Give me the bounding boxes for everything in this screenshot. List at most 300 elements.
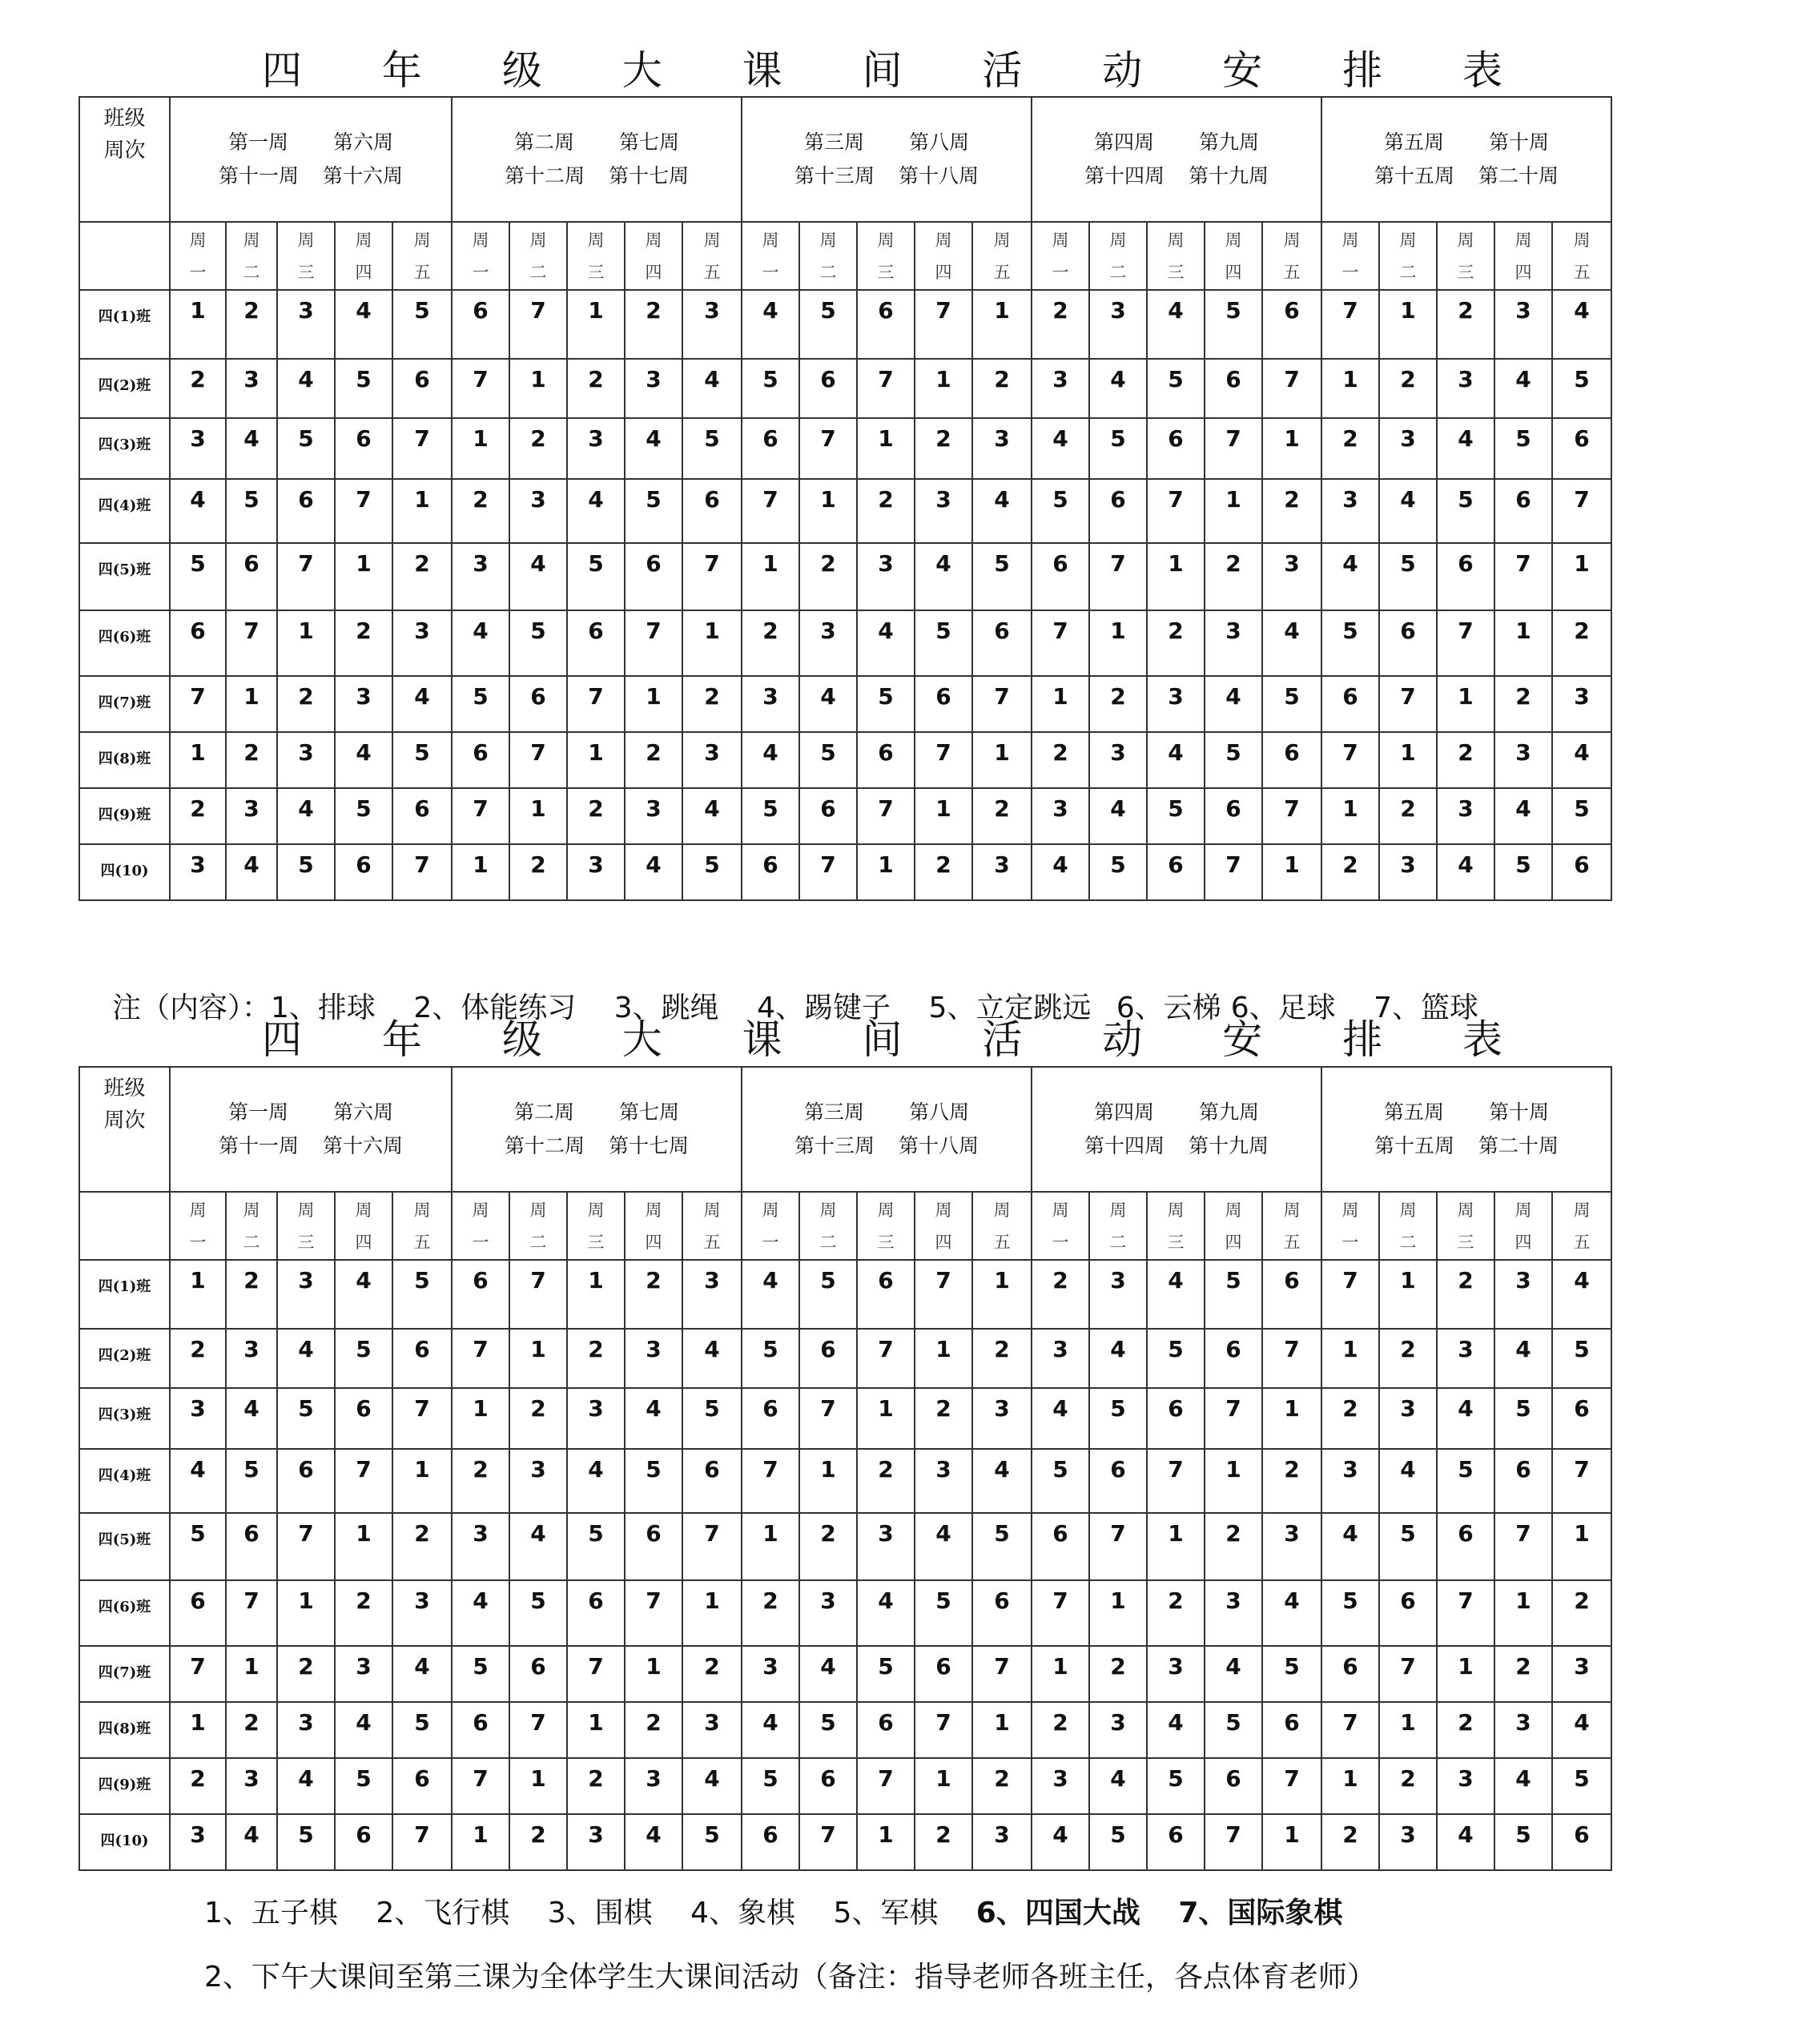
week-label: 第二十周 [1478,164,1559,187]
weekday-header [1205,1192,1262,1260]
weekday-top: 周 [297,1201,315,1220]
activity-cell: 4 [1379,1449,1437,1513]
activity-cell: 2 [1379,1758,1437,1814]
activity-cell: 6 [1262,732,1321,788]
activity-cell: 4 [170,479,226,543]
activity-cell: 5 [625,1449,682,1513]
activity-cell: 3 [682,1260,742,1329]
activity-cell: 4 [277,1758,335,1814]
activity-cell: 7 [1205,844,1262,900]
weekday-top: 周 [762,231,779,250]
activity-cell: 4 [1032,844,1089,900]
weekday-header [1552,1192,1611,1260]
weekday-bottom: 四 [935,263,952,282]
weekday-bottom: 二 [529,263,547,282]
activity-cell: 2 [226,1260,277,1329]
activity-cell: 2 [1032,732,1089,788]
activity-cell: 5 [1494,844,1552,900]
activity-cell: 5 [1147,788,1205,844]
activity-cell: 6 [1321,676,1379,732]
activity-cell: 3 [1379,1814,1437,1870]
activity-cell: 1 [972,1260,1032,1329]
activity-cell: 5 [1321,610,1379,676]
activity-cell: 5 [335,1758,392,1814]
activity-cell: 2 [972,359,1032,418]
activity-cell: 5 [799,732,857,788]
activity-cell: 7 [509,290,567,359]
activity-cell: 7 [1262,1758,1321,1814]
activity-cell: 7 [799,1814,857,1870]
weekday-header [1379,222,1437,290]
activity-cell: 3 [682,290,742,359]
weekday-header [682,222,742,290]
activity-cell: 3 [857,543,915,610]
weekday-top: 周 [1514,231,1532,250]
activity-cell: 2 [857,479,915,543]
activity-cell: 3 [1321,1449,1379,1513]
weekday-bottom: 一 [189,263,207,282]
activity-cell: 5 [625,479,682,543]
weekday-bottom: 四 [935,1233,952,1252]
weekday-top: 周 [355,1201,372,1220]
activity-cell: 6 [1032,543,1089,610]
week-label: 第八周 [909,1100,970,1124]
legend-item: 5、军棋 [833,1897,939,1929]
activity-cell: 7 [1437,1580,1494,1646]
activity-cell: 6 [1262,1702,1321,1758]
activity-cell: 1 [1321,359,1379,418]
activity-cell: 4 [682,359,742,418]
activity-cell: 7 [1437,610,1494,676]
weekday-bottom: 二 [529,1233,547,1252]
activity-cell: 1 [170,1260,226,1329]
activity-cell: 4 [1089,1329,1147,1388]
activity-cell: 5 [509,610,567,676]
activity-cell: 7 [625,1580,682,1646]
activity-cell: 3 [567,1388,625,1449]
activity-cell: 6 [799,359,857,418]
activity-cell: 5 [392,1260,452,1329]
weekday-bottom: 三 [297,263,315,282]
activity-cell: 6 [452,1260,509,1329]
week-label: 第四周 [1093,1100,1154,1124]
activity-cell: 4 [1147,1260,1205,1329]
weekday-header [1437,1192,1494,1260]
activity-cell: 5 [1205,732,1262,788]
activity-cell: 3 [799,1580,857,1646]
weekday-top: 周 [587,1201,605,1220]
activity-cell: 5 [392,732,452,788]
activity-cell: 4 [682,1329,742,1388]
class-label: 四(4)班 [79,479,170,543]
activity-cell: 5 [915,1580,972,1646]
activity-cell: 1 [226,1646,277,1702]
weekday-header [509,222,567,290]
legend-item: 6、云梯 [1116,992,1221,1024]
activity-cell: 7 [915,290,972,359]
activity-cell: 1 [392,1449,452,1513]
activity-cell: 6 [335,1388,392,1449]
weekday-bottom: 一 [1052,1233,1069,1252]
activity-cell: 7 [857,359,915,418]
activity-cell: 2 [625,732,682,788]
activity-cell: 2 [742,610,799,676]
chess-legend [204,1890,1342,1931]
activity-cell: 7 [1262,788,1321,844]
activity-cell: 3 [226,1758,277,1814]
table-row [79,788,1611,844]
activity-cell: 2 [277,676,335,732]
week-label: 第十八周 [899,1134,979,1157]
activity-cell: 3 [1379,1388,1437,1449]
activity-cell: 7 [799,844,857,900]
week-label: 第十周 [1489,131,1550,154]
activity-cell: 6 [1147,844,1205,900]
weekday-header [742,222,799,290]
activity-cell: 3 [226,359,277,418]
activity-cell: 5 [567,543,625,610]
activity-cell: 5 [682,844,742,900]
activity-cell: 5 [1552,788,1611,844]
table-row [79,479,1611,543]
activity-cell: 6 [509,676,567,732]
table-row [79,732,1611,788]
weekday-top: 周 [355,231,372,250]
activity-cell: 1 [277,1580,335,1646]
activity-cell: 7 [799,418,857,479]
activity-cell: 7 [392,844,452,900]
week-label: 第十七周 [609,1134,690,1157]
activity-cell: 6 [799,1758,857,1814]
weekday-top: 周 [1399,1201,1417,1220]
weekday-header [857,222,915,290]
weekday-header [1494,1192,1552,1260]
activity-cell: 7 [972,1646,1032,1702]
activity-cell: 2 [1262,1449,1321,1513]
weekday-header [277,222,335,290]
activity-cell: 3 [1089,290,1147,359]
activity-cell: 6 [335,418,392,479]
activity-cell: 4 [972,1449,1032,1513]
activity-cell: 1 [972,1702,1032,1758]
weekday-top: 周 [1341,1201,1359,1220]
activity-cell: 3 [915,1449,972,1513]
activity-cell: 2 [799,1513,857,1580]
weekday-bottom: 三 [1167,1233,1185,1252]
schedule-title-2: 四 年 级 大 课 间 活 动 安 排 表 [262,1016,1536,1063]
activity-cell: 2 [915,418,972,479]
activity-cell: 4 [1379,479,1437,543]
activity-cell: 6 [1552,1814,1611,1870]
weekday-header [915,1192,972,1260]
class-label: 四(2)班 [79,1329,170,1388]
schedule-title-1: 四 年 级 大 课 间 活 动 安 排 表 [262,47,1536,94]
activity-cell: 2 [277,1646,335,1702]
activity-cell: 7 [1205,1814,1262,1870]
activity-cell: 2 [1032,1702,1089,1758]
activity-cell: 6 [625,1513,682,1580]
activity-cell: 1 [1032,1646,1089,1702]
weekday-bottom: 五 [1283,1233,1301,1252]
activity-cell: 4 [1262,1580,1321,1646]
activity-cell: 3 [567,418,625,479]
activity-cell: 6 [1552,844,1611,900]
weekday-top: 周 [1573,231,1591,250]
activity-cell: 6 [742,418,799,479]
weekday-bottom: 四 [1514,263,1532,282]
weekday-top: 周 [1283,231,1301,250]
activity-cell: 1 [1262,1388,1321,1449]
activity-cell: 2 [226,732,277,788]
activity-cell: 5 [682,418,742,479]
activity-cell: 3 [1494,290,1552,359]
activity-cell: 5 [1089,844,1147,900]
activity-cell: 4 [226,1388,277,1449]
activity-cell: 1 [1379,1260,1437,1329]
activity-cell: 3 [625,1329,682,1388]
activity-cell: 4 [1262,610,1321,676]
activity-cell: 7 [1321,732,1379,788]
activity-cell: 6 [857,290,915,359]
activity-cell: 2 [1552,610,1611,676]
activity-cell: 3 [1437,788,1494,844]
activity-cell: 4 [567,1449,625,1513]
weekday-bottom: 四 [1514,1233,1532,1252]
activity-cell: 1 [857,844,915,900]
activity-cell: 3 [170,1814,226,1870]
activity-cell: 6 [742,1814,799,1870]
activity-cell: 7 [226,610,277,676]
activity-cell: 3 [452,1513,509,1580]
activity-cell: 7 [742,1449,799,1513]
weekday-top: 周 [762,1201,779,1220]
weekday-top: 周 [1341,231,1359,250]
activity-cell: 4 [1552,290,1611,359]
week-label: 第十周 [1489,1100,1550,1124]
activity-cell: 2 [1437,290,1494,359]
activity-cell: 1 [742,1513,799,1580]
activity-cell: 2 [682,676,742,732]
class-label: 四(10) [79,1814,170,1870]
remark-note: 2、下午大课间至第三课为全体学生大课间活动（备注：指导老师各班主任，各点体育老师） [204,1961,1376,1994]
activity-cell: 6 [1262,1260,1321,1329]
activity-cell: 6 [392,788,452,844]
week-label: 第十二周 [504,164,585,187]
week-group-header [170,1067,452,1192]
activity-cell: 5 [915,610,972,676]
activity-cell: 6 [682,479,742,543]
corner-week-label: 周次 [103,139,146,163]
table-row [79,1388,1611,1449]
weekday-top: 周 [587,231,605,250]
activity-cell: 5 [1032,1449,1089,1513]
legend-item: 7、篮球 [1374,992,1478,1024]
activity-cell: 2 [452,479,509,543]
activity-cell: 2 [1262,479,1321,543]
activity-cell: 4 [742,1260,799,1329]
activity-cell: 3 [1089,732,1147,788]
activity-cell: 4 [625,844,682,900]
weekday-header [742,1192,799,1260]
activity-cell: 6 [972,1580,1032,1646]
week-label: 第五周 [1383,1100,1444,1124]
activity-cell: 6 [857,1702,915,1758]
weekday-top: 周 [1225,231,1242,250]
activity-cell: 3 [682,1702,742,1758]
activity-cell: 4 [857,1580,915,1646]
weekday-bottom: 四 [355,1233,372,1252]
week-label: 第十三周 [794,1134,875,1157]
activity-cell: 1 [452,418,509,479]
activity-cell: 5 [1379,1513,1437,1580]
week-group-header [1321,97,1611,222]
week-label: 第六周 [333,1100,394,1124]
activity-cell: 4 [1552,1702,1611,1758]
activity-cell: 1 [335,543,392,610]
empty-cell [79,222,170,290]
activity-cell: 1 [1437,1646,1494,1702]
activity-cell: 6 [567,1580,625,1646]
weekday-header [1032,222,1089,290]
table-row [79,676,1611,732]
activity-cell: 1 [1321,788,1379,844]
weekday-bottom: 一 [762,263,779,282]
activity-cell: 2 [1321,418,1379,479]
activity-cell: 7 [392,418,452,479]
activity-cell: 2 [1379,359,1437,418]
activity-cell: 6 [972,610,1032,676]
activity-cell: 5 [335,1329,392,1388]
activity-cell: 4 [915,543,972,610]
table-row [79,1646,1611,1702]
weekday-header [1032,1192,1089,1260]
activity-cell: 7 [1147,479,1205,543]
activity-cell: 1 [509,359,567,418]
activity-cell: 7 [567,1646,625,1702]
activity-cell: 4 [1321,543,1379,610]
week-label: 第七周 [619,1100,680,1124]
weekday-bottom: 四 [1225,263,1242,282]
weekday-header [567,1192,625,1260]
class-label: 四(7)班 [79,676,170,732]
activity-cell: 4 [625,1388,682,1449]
activity-cell: 4 [1205,1646,1262,1702]
table-row [79,1758,1611,1814]
activity-cell: 4 [1494,1329,1552,1388]
activity-cell: 3 [509,1449,567,1513]
activity-cell: 6 [857,732,915,788]
activity-cell: 5 [509,1580,567,1646]
corner-cell [79,1067,170,1192]
activity-cell: 3 [567,1814,625,1870]
activity-cell: 2 [226,1702,277,1758]
activity-cell: 1 [972,732,1032,788]
class-label: 四(2)班 [79,359,170,418]
activity-cell: 1 [625,676,682,732]
activity-cell: 6 [277,1449,335,1513]
activity-cell: 6 [1147,418,1205,479]
weekday-header [972,222,1032,290]
activity-cell: 2 [509,844,567,900]
activity-cell: 4 [1147,290,1205,359]
activity-cell: 1 [1552,1513,1611,1580]
activity-cell: 7 [1379,676,1437,732]
activity-cell: 3 [170,418,226,479]
week-label: 第九周 [1199,1100,1260,1124]
weekday-bottom: 二 [819,263,837,282]
activity-cell: 7 [857,1758,915,1814]
activity-cell: 2 [567,1758,625,1814]
activity-cell: 3 [567,844,625,900]
activity-cell: 1 [1262,844,1321,900]
week-label: 第二周 [513,131,574,154]
activity-cell: 4 [1321,1513,1379,1580]
weekday-bottom: 五 [703,1233,721,1252]
activity-cell: 3 [1494,1260,1552,1329]
activity-cell: 3 [1262,1513,1321,1580]
activity-cell: 6 [799,1329,857,1388]
activity-cell: 2 [567,1329,625,1388]
activity-cell: 1 [277,610,335,676]
activity-cell: 1 [1494,610,1552,676]
activity-cell: 5 [335,359,392,418]
activity-cell: 6 [1147,1814,1205,1870]
week-label: 第十三周 [794,164,875,187]
activity-cell: 4 [1147,1702,1205,1758]
activity-cell: 1 [1032,676,1089,732]
activity-cell: 1 [1262,1814,1321,1870]
activity-cell: 4 [335,1702,392,1758]
weekday-top: 周 [472,1201,489,1220]
activity-cell: 4 [1552,732,1611,788]
activity-cell: 6 [1379,1580,1437,1646]
activity-cell: 2 [335,1580,392,1646]
weekday-header [452,1192,509,1260]
activity-cell: 2 [1089,676,1147,732]
activity-cell: 4 [799,676,857,732]
weekday-bottom: 二 [1109,263,1127,282]
activity-cell: 5 [742,788,799,844]
activity-cell: 7 [682,1513,742,1580]
class-label: 四(7)班 [79,1646,170,1702]
activity-cell: 6 [335,844,392,900]
activity-cell: 2 [625,290,682,359]
weekday-header [1089,1192,1147,1260]
activity-cell: 4 [277,359,335,418]
activity-cell: 3 [1147,676,1205,732]
activity-cell: 3 [799,610,857,676]
activity-cell: 3 [392,610,452,676]
activity-cell: 7 [1147,1449,1205,1513]
activity-cell: 4 [625,1814,682,1870]
weekday-header [1262,1192,1321,1260]
activity-cell: 1 [335,1513,392,1580]
activity-cell: 4 [509,543,567,610]
activity-cell: 1 [509,1758,567,1814]
activity-cell: 7 [1379,1646,1437,1702]
activity-cell: 1 [915,1329,972,1388]
activity-cell: 2 [1032,290,1089,359]
weekday-header [1379,1192,1437,1260]
activity-cell: 5 [1205,1702,1262,1758]
activity-cell: 1 [452,844,509,900]
week-label: 第十六周 [323,1134,404,1157]
weekday-top: 周 [1457,231,1474,250]
weekday-bottom: 一 [1341,263,1359,282]
activity-cell: 7 [509,732,567,788]
activity-cell: 5 [452,676,509,732]
activity-cell: 4 [170,1449,226,1513]
